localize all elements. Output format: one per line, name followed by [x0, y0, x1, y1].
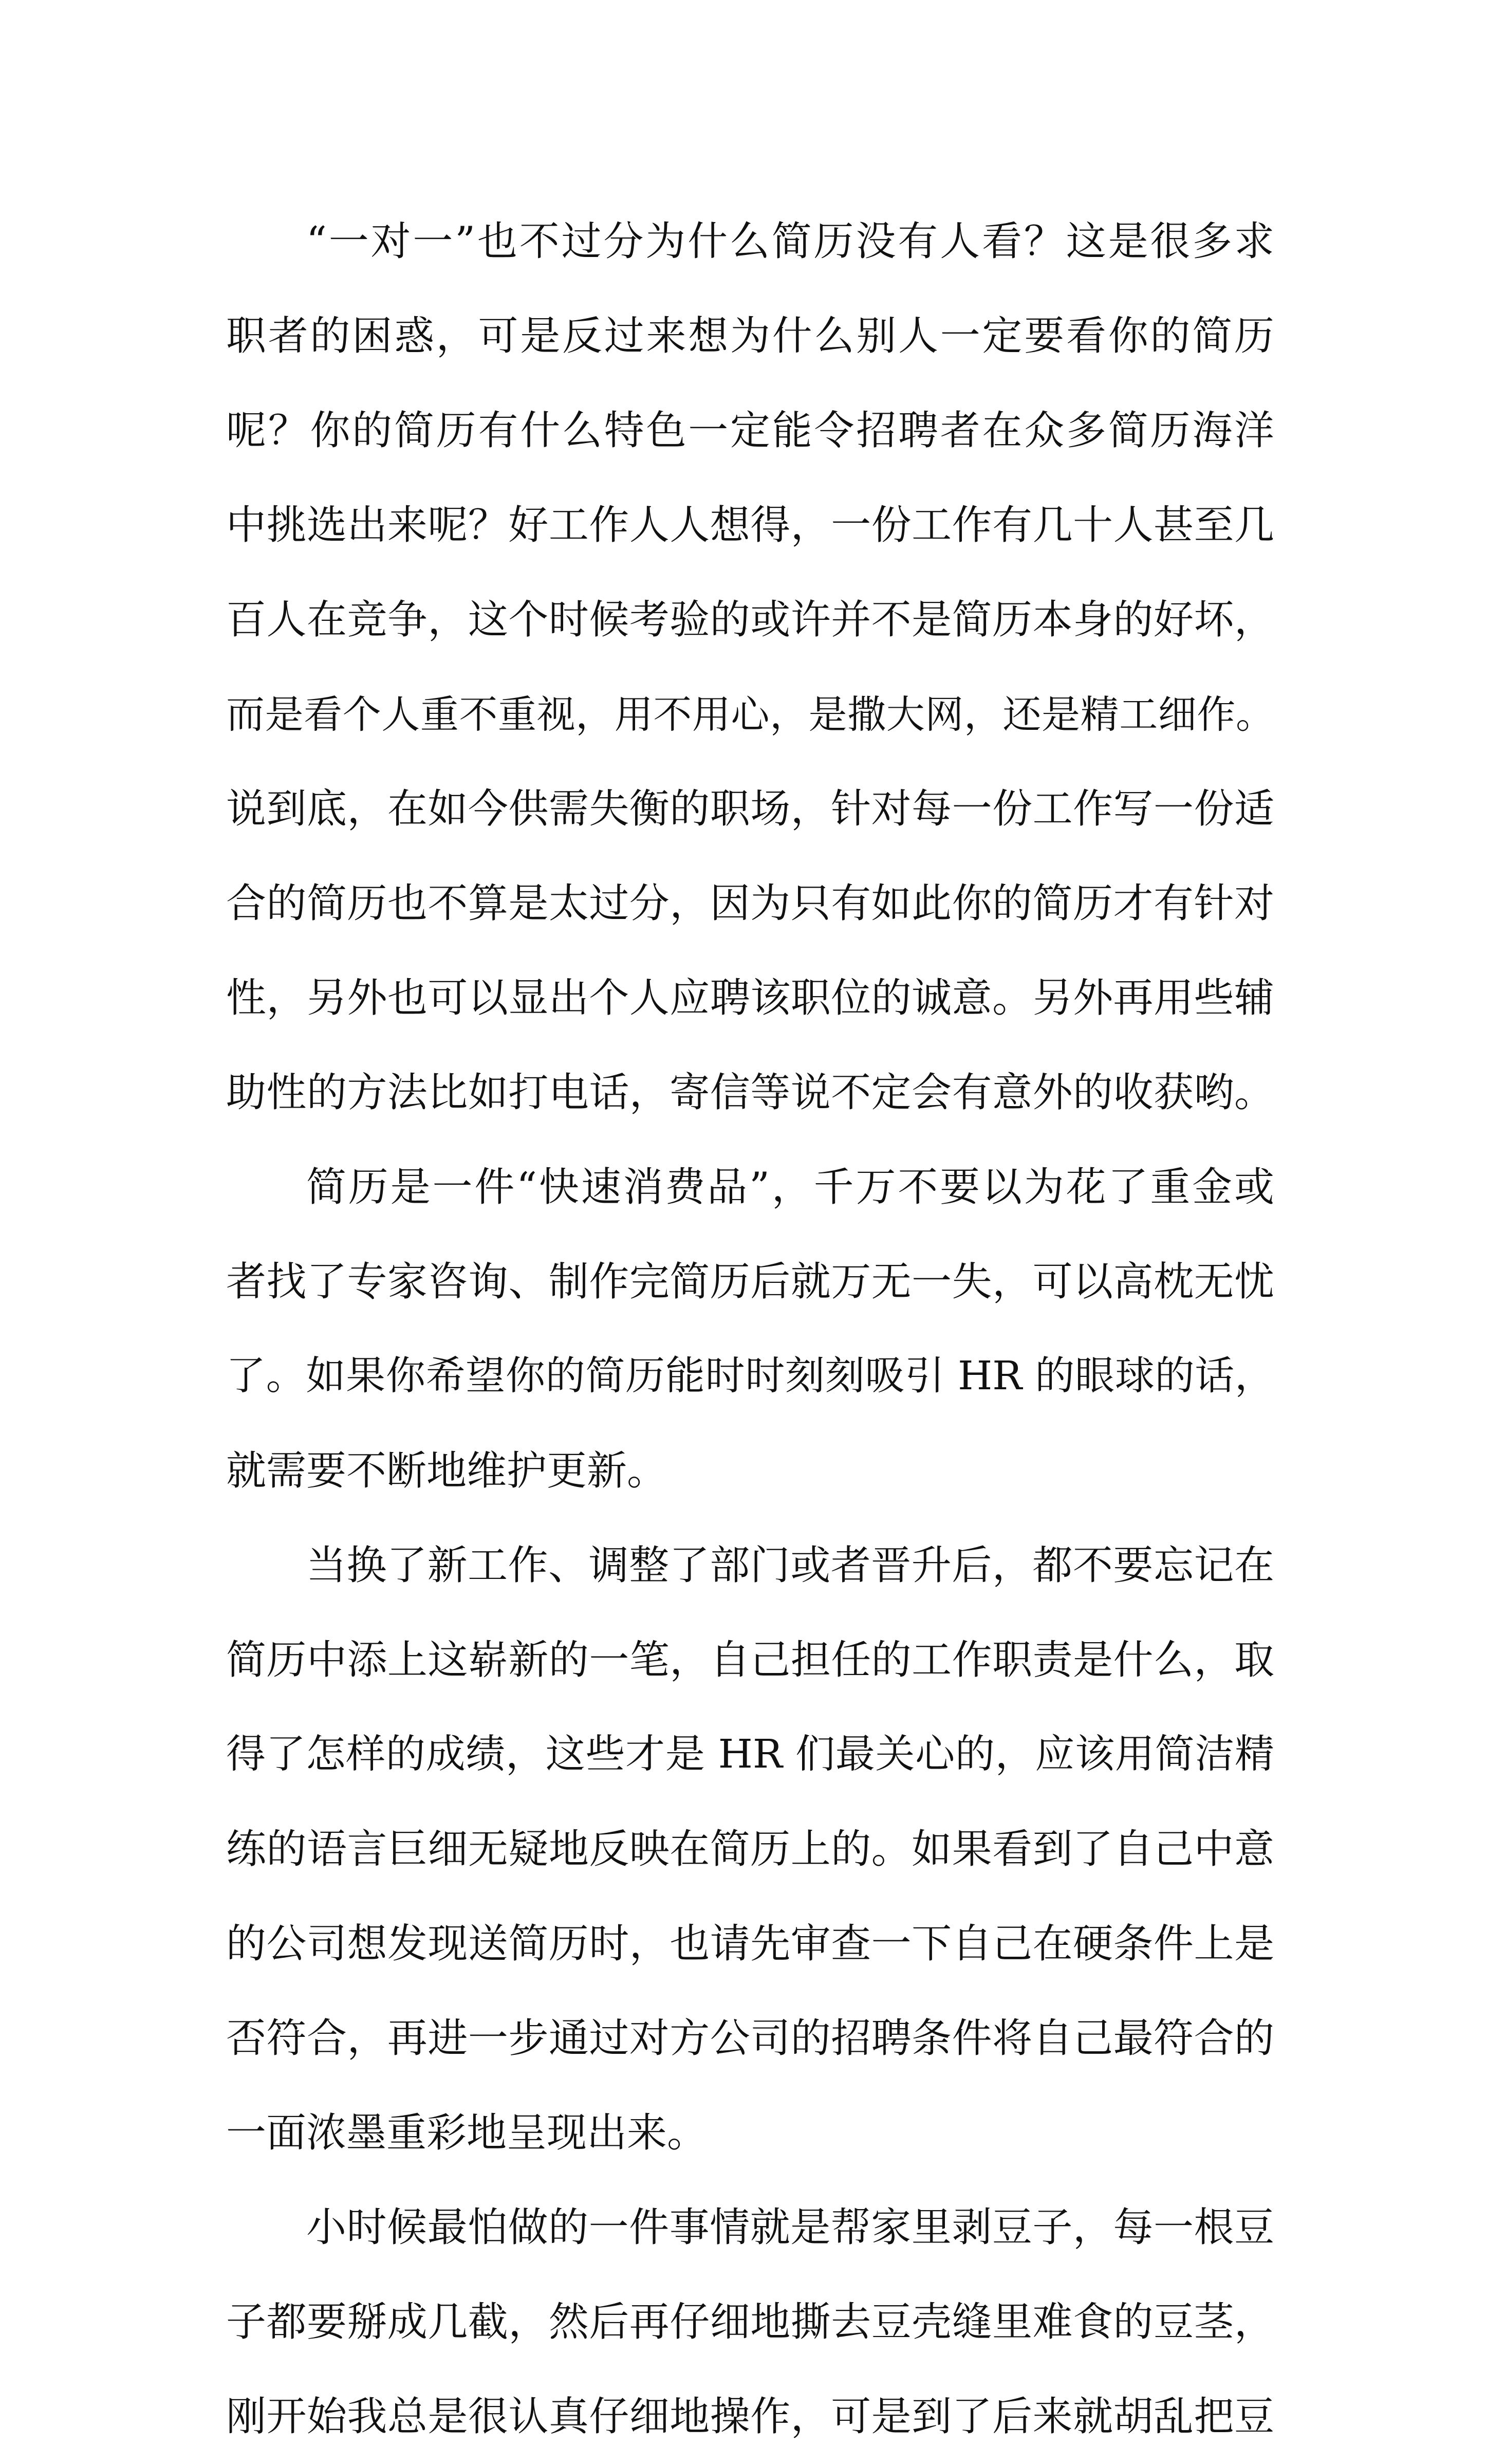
text-line: 百人在竞争，这个时候考验的或许并不是简历本身的好坏， [226, 597, 1274, 643]
text-line: 说到底，在如今供需失衡的职场，针对每一份工作写一份适 [226, 786, 1274, 832]
text-line: 了。如果你希望你的简历能时时刻刻吸引 HR 的眼球的话， [226, 1353, 1274, 1399]
text-line: 而是看个人重不重视，用不用心，是撒大网，还是精工细作。 [226, 692, 1274, 737]
text-line: 练的语言巨细无疑地反映在简历上的。如果看到了自己中意 [226, 1826, 1274, 1872]
text-line: 的公司想发现送简历时，也请先审查一下自己在硬条件上是 [226, 1921, 1274, 1967]
text-line: 就需要不断地维护更新。 [226, 1448, 667, 1494]
text-line: 者找了专家咨询、制作完简历后就万无一失，可以高枕无忧 [226, 1259, 1274, 1305]
document-body [226, 194, 1274, 2464]
text-line: 小时候最怕做的一件事情就是帮家里剥豆子，每一根豆 [306, 2204, 1274, 2251]
text-line: 职者的困惑，可是反过来想为什么别人一定要看你的简历 [226, 313, 1274, 359]
text-line: 子都要掰成几截，然后再仔细地撕去豆壳缝里难食的豆茎， [226, 2299, 1274, 2345]
text-line: 助性的方法比如打电话，寄信等说不定会有意外的收获哟。 [226, 1070, 1274, 1116]
text-line: 合的简历也不算是太过分，因为只有如此你的简历才有针对 [226, 880, 1274, 927]
text-line: 一面浓墨重彩地呈现出来。 [226, 2110, 708, 2156]
text-line: 刚开始我总是很认真仔细地操作，可是到了后来就胡乱把豆 [226, 2394, 1274, 2440]
text-line: 呢？你的简历有什么特色一定能令招聘者在众多简历海洋 [226, 408, 1274, 454]
text-line: 中挑选出来呢？好工作人人想得，一份工作有几十人甚至几 [226, 502, 1274, 548]
text-line: 否符合，再进一步通过对方公司的招聘条件将自己最符合的 [226, 2015, 1274, 2062]
text-line: 得了怎样的成绩，这些才是 HR 们最关心的，应该用简洁精 [226, 1732, 1274, 1777]
text-line: 性，另外也可以显出个人应聘该职位的诚意。另外再用些辅 [226, 975, 1274, 1021]
text-line: 当换了新工作、调整了部门或者晋升后，都不要忘记在 [306, 1542, 1274, 1589]
text-line: 简历是一件“快速消费品”，千万不要以为花了重金或 [306, 1164, 1274, 1210]
text-line: “一对一”也不过分为什么简历没有人看？这是很多求 [306, 218, 1274, 265]
text-line: 简历中添上这崭新的一笔，自己担任的工作职责是什么，取 [226, 1637, 1274, 1683]
